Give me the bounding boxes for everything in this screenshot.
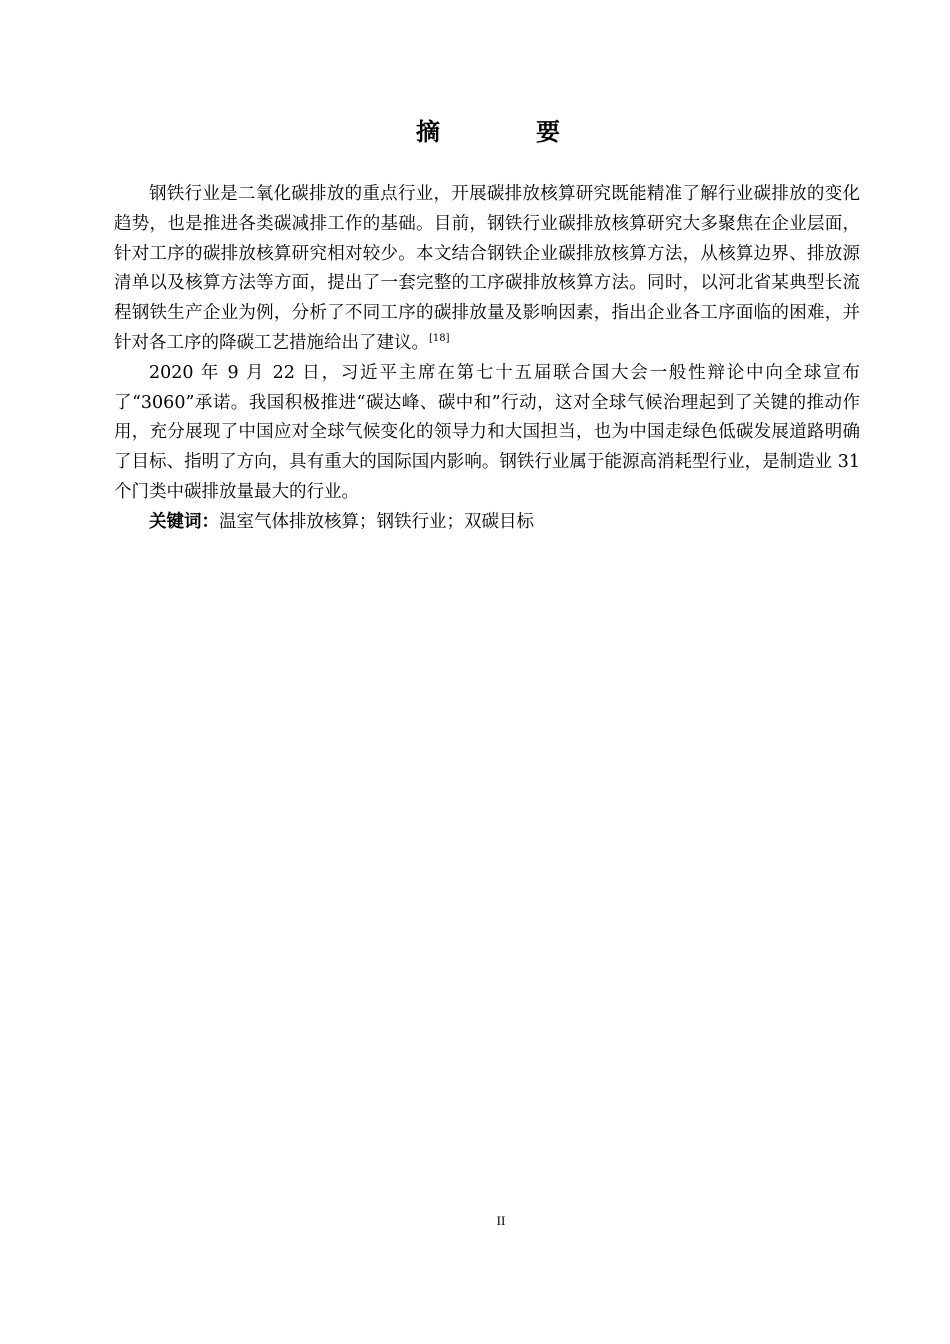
abstract-paragraph-1 <box>114 180 860 359</box>
citation-marker: [18] <box>429 333 450 345</box>
keywords-value: 温室气体排放核算；钢铁行业；双碳目标 <box>219 511 534 532</box>
keywords-label: 关键词： <box>149 511 219 532</box>
abstract-paragraph-1-text: 钢铁行业是二氧化碳排放的重点行业，开展碳排放核算研究既能精准了解行业碳排放的变化趋势，也是推进各类碳减排工作的基础。目前，钢铁行业碳排放核算研究大多聚焦在企业层面，针对工序的碳排放核算研究相对较少。本文结合钢铁企业碳排放核算方法，从核算边界、排放源清单以及核算方法等方面，提出了一套完整的工序碳排放核算方法。同时，以河北省某典型长流程钢铁生产企业为例，分析了不同工序的碳排放量及影响因素，指出企业各工序面临的困难，并针对各工序的降碳工艺措施给出了建议。 <box>114 184 860 353</box>
page-number: II <box>496 1213 506 1228</box>
abstract-paragraph-2: 2020 年 9 月 22 日，习近平主席在第七十五届联合国大会一般性辩论中向全球宣布了“3060”承诺。我国积极推进“碳达峰、碳中和”行动，这对全球气候治理起到了关键的推动作用，充分展现了中国应对全球气候变化的领导力和大国担当，也为中国走绿色低碳发展道路明确了目标、指明了方向，具有重大的国际国内影响。钢铁行业属于能源高消耗型行业，是制造业 31 个门类中碳排放量最大的行业。 <box>114 362 860 502</box>
abstract-body <box>114 180 860 538</box>
page-title: 摘 要 <box>416 118 596 146</box>
keywords-line <box>114 508 860 538</box>
